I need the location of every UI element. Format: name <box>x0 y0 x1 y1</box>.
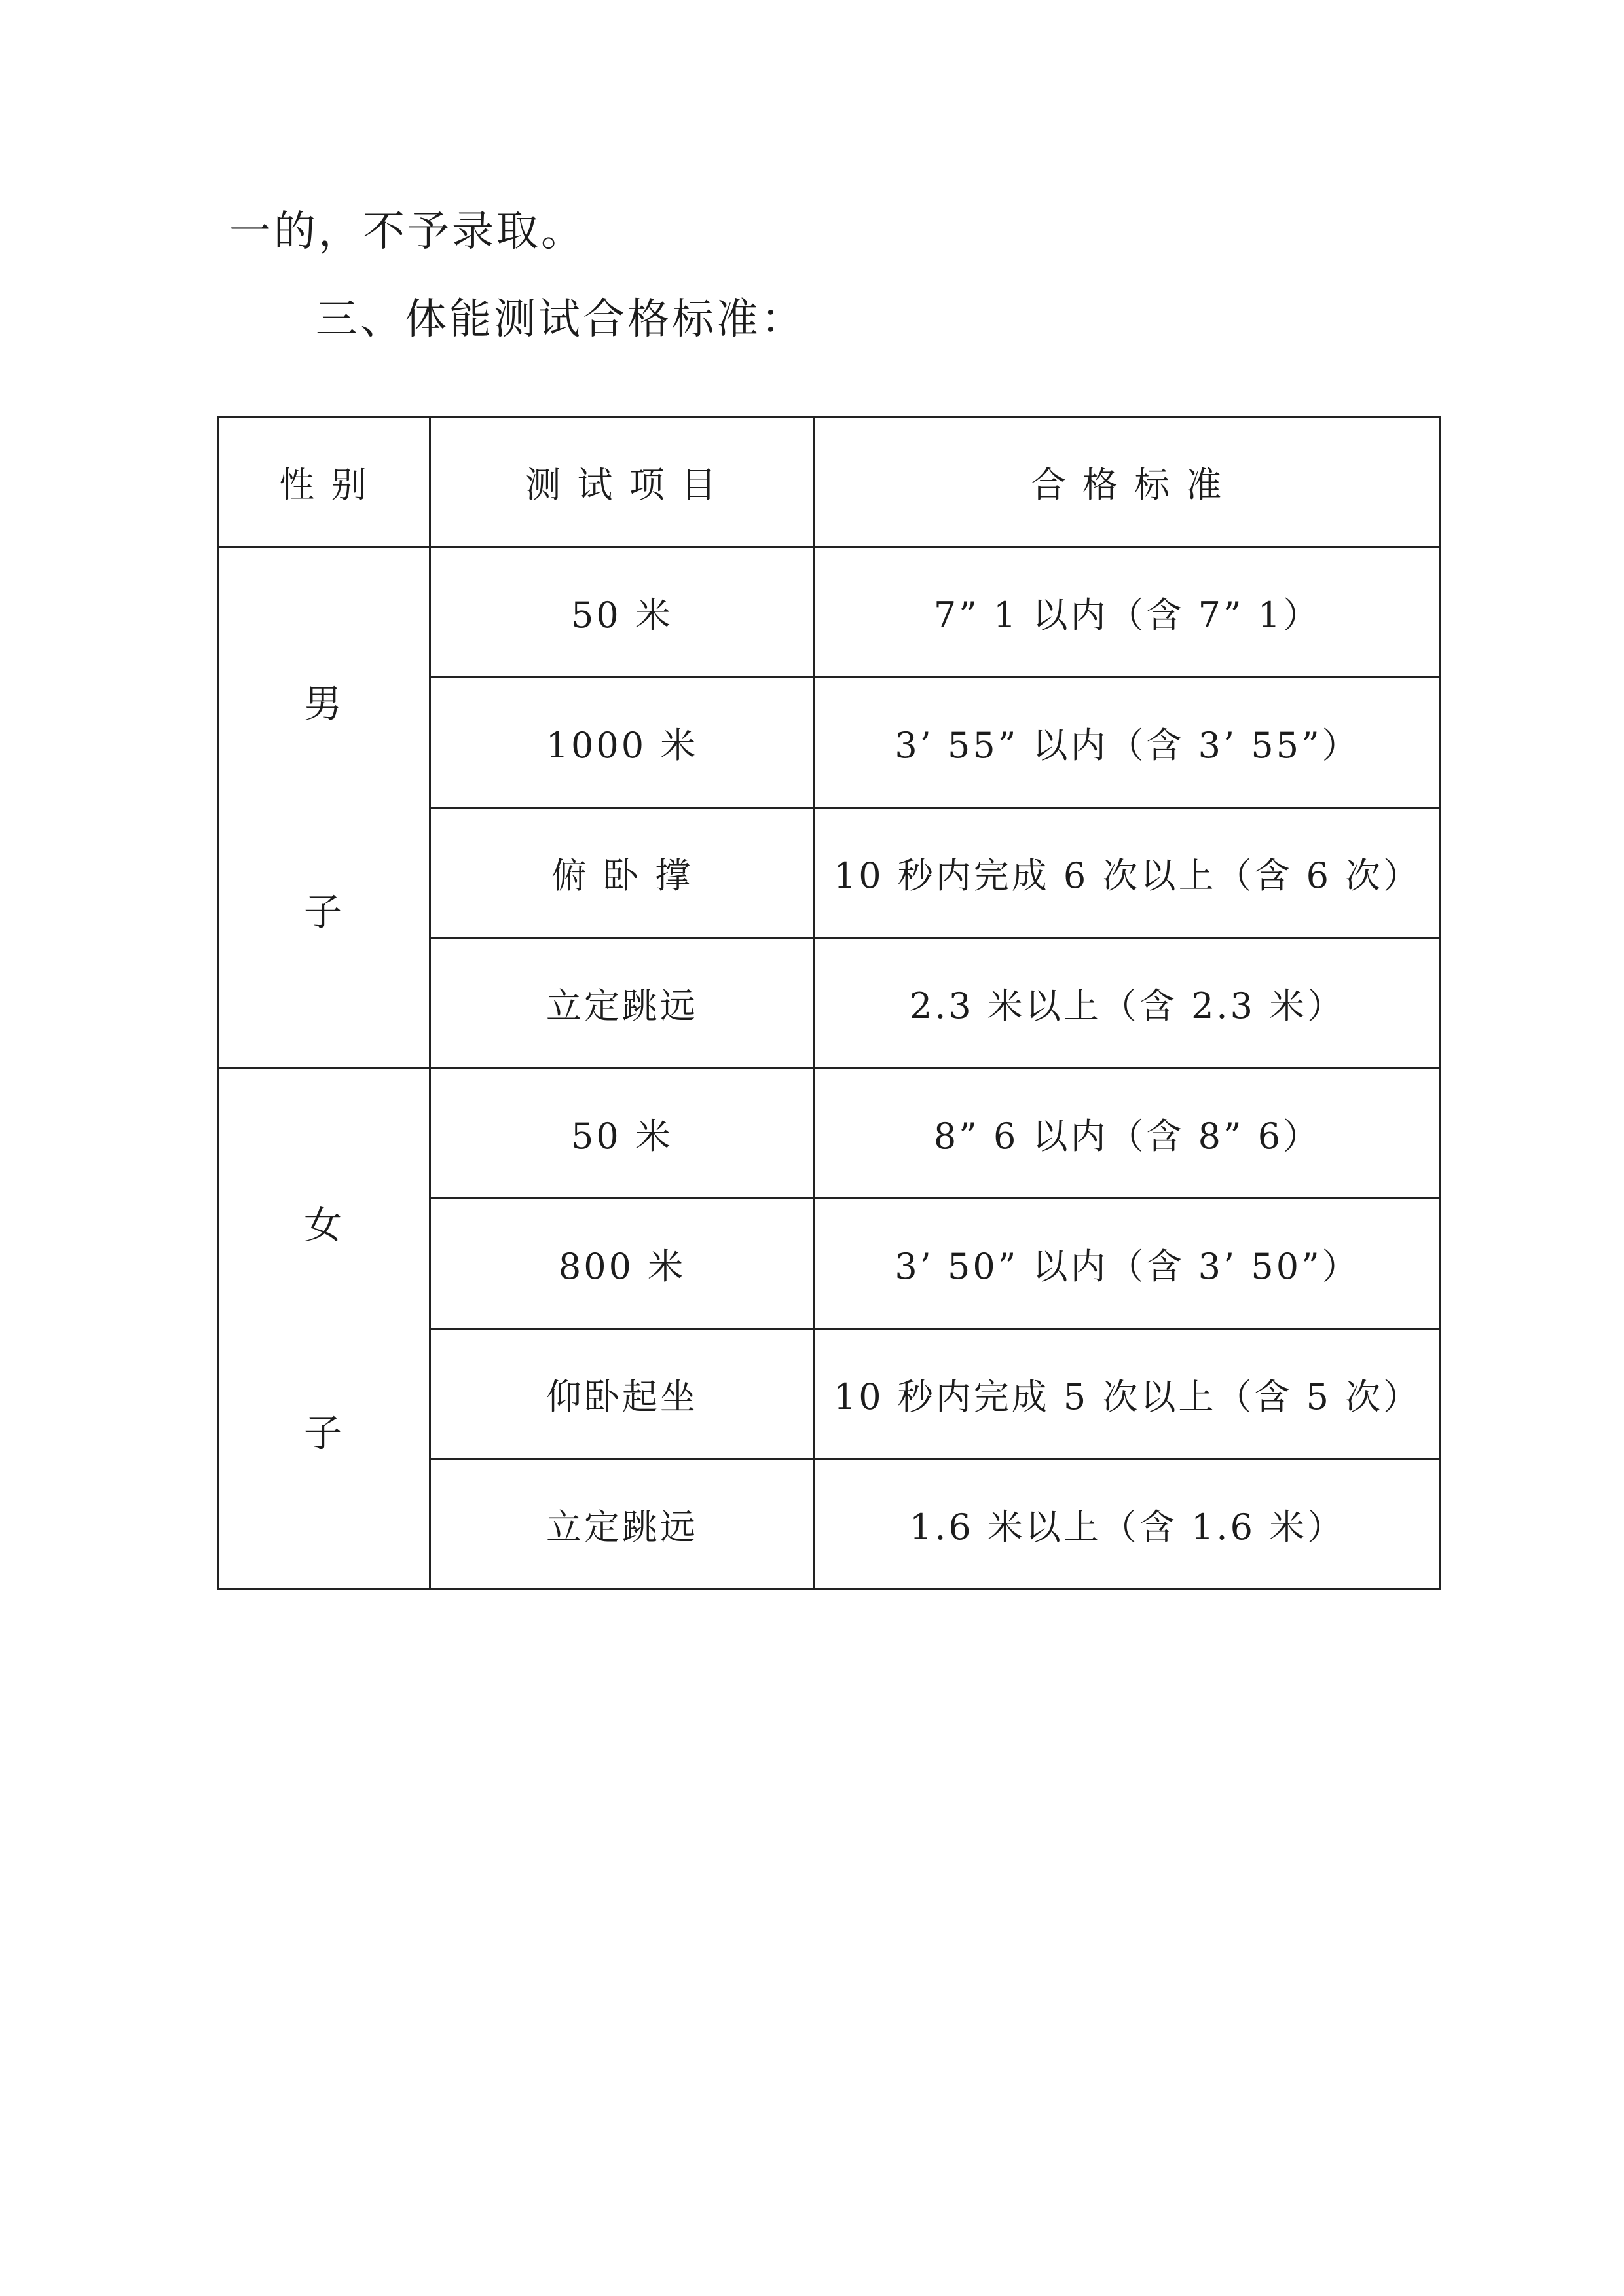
section-heading: 三、体能测试合格标准： <box>316 295 805 344</box>
gender-char: 男 <box>303 681 344 726</box>
test-item-cell: 俯 卧 撑 <box>430 808 815 938</box>
gender-cell-female <box>219 1068 430 1590</box>
test-item-cell: 50 米 <box>430 547 815 678</box>
test-item-cell: 50 米 <box>430 1068 815 1199</box>
standard-cell: 1.6 米以上（含 1.6 米） <box>815 1459 1441 1590</box>
standard-cell: 8” 6 以内（含 8” 6） <box>815 1068 1441 1199</box>
test-item-cell: 立定跳远 <box>430 938 815 1068</box>
intro-line: 一的，不予录取。 <box>229 208 585 256</box>
test-item-cell: 立定跳远 <box>430 1459 815 1590</box>
header-standard: 合 格 标 准 <box>815 417 1441 547</box>
table-header-row <box>219 417 1441 547</box>
test-item-cell: 1000 米 <box>430 678 815 808</box>
test-item-cell: 800 米 <box>430 1199 815 1329</box>
standard-cell: 2.3 米以上（含 2.3 米） <box>815 938 1441 1068</box>
standard-cell: 7” 1 以内（含 7” 1） <box>815 547 1441 678</box>
test-item-cell: 仰卧起坐 <box>430 1329 815 1459</box>
header-test-item: 测 试 项 目 <box>430 417 815 547</box>
gender-char: 子 <box>303 1410 344 1455</box>
standard-cell: 10 秒内完成 6 次以上（含 6 次） <box>815 808 1441 938</box>
gender-char: 子 <box>303 889 344 934</box>
standard-cell: 10 秒内完成 5 次以上（含 5 次） <box>815 1329 1441 1459</box>
table-row <box>219 1068 1441 1199</box>
gender-char: 女 <box>303 1202 344 1247</box>
header-gender: 性 别 <box>219 417 430 547</box>
table-row <box>219 547 1441 678</box>
gender-cell-male <box>219 547 430 1068</box>
fitness-standard-table <box>217 416 1441 1590</box>
standard-cell: 3’ 50” 以内（含 3’ 50”） <box>815 1199 1441 1329</box>
standard-cell: 3’ 55” 以内（含 3’ 55”） <box>815 678 1441 808</box>
